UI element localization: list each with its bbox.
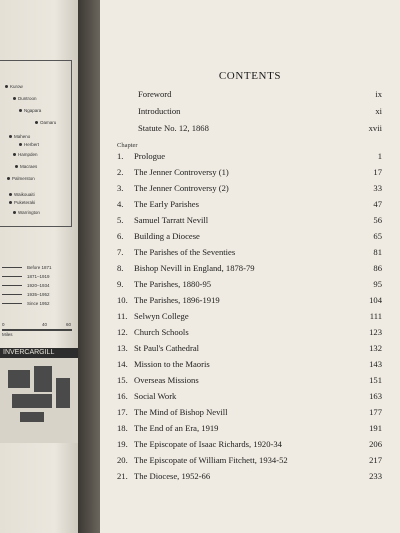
chapter-page: 81 — [373, 247, 382, 257]
invercargill-inset-map — [0, 358, 78, 443]
chapter-page: 163 — [369, 391, 382, 401]
chapter-number: 17. — [117, 407, 128, 417]
scale-label-0: 0 — [2, 322, 5, 327]
front-matter-list — [138, 89, 382, 140]
legend-line — [2, 294, 22, 295]
chapter-page: 65 — [373, 231, 382, 241]
chapter-page: 217 — [369, 455, 382, 465]
chapter-item — [117, 167, 382, 183]
chapter-heading: Chapter — [117, 142, 138, 149]
chapter-item — [117, 295, 382, 311]
town-marker — [13, 97, 16, 100]
chapter-item — [117, 199, 382, 215]
chapter-page: 17 — [373, 167, 382, 177]
chapter-title: Overseas Missions — [134, 375, 199, 385]
chapter-page: 111 — [369, 311, 382, 321]
scale-bar — [2, 329, 72, 331]
town-marker — [9, 193, 12, 196]
chapter-page: 47 — [373, 199, 382, 209]
chapter-item — [117, 471, 382, 487]
chapter-number: 20. — [117, 455, 128, 465]
town-label: Kurow — [10, 84, 23, 89]
chapter-title: Selwyn College — [134, 311, 189, 321]
legend-line — [2, 267, 22, 268]
chapter-title: The Parishes of the Seventies — [134, 247, 236, 257]
chapter-title: St Paul's Cathedral — [134, 343, 200, 353]
chapter-number: 12. — [117, 327, 128, 337]
chapter-number: 14. — [117, 359, 128, 369]
chapter-page: 191 — [369, 423, 382, 433]
chapter-title: The Diocese, 1952-66 — [134, 471, 211, 481]
town-marker — [9, 135, 12, 138]
item-title: Foreword — [138, 89, 172, 99]
chapter-item — [117, 231, 382, 247]
town-marker — [35, 121, 38, 124]
item-page: xi — [375, 106, 382, 116]
chapter-title: Mission to the Maoris — [134, 359, 210, 369]
chapter-page: 206 — [369, 439, 382, 449]
legend-label: 1935–1952 — [27, 292, 50, 297]
chapter-page: 1 — [377, 151, 382, 161]
chapter-page: 123 — [369, 327, 382, 337]
town-marker — [9, 201, 12, 204]
contents-page — [100, 0, 400, 533]
legend-item — [2, 272, 76, 281]
chapter-item — [117, 263, 382, 279]
chapter-item — [117, 375, 382, 391]
chapter-number: 5. — [117, 215, 124, 225]
chapter-item — [117, 279, 382, 295]
chapter-item — [117, 423, 382, 439]
legend-label: 1871–1919 — [27, 274, 50, 279]
town-marker — [5, 85, 8, 88]
item-title: Statute No. 12, 1868 — [138, 123, 209, 133]
chapter-number: 1. — [117, 151, 124, 161]
legend-item — [2, 263, 76, 272]
chapter-page: 233 — [369, 471, 382, 481]
front-matter-item — [138, 106, 382, 123]
town-label: Herbert — [24, 142, 40, 147]
chapter-title: Social Work — [134, 391, 177, 401]
town-label: Oamaru — [40, 120, 57, 125]
town-label: Ngapara — [24, 108, 42, 113]
chapter-title: Samuel Tarratt Nevill — [134, 215, 209, 225]
chapter-title: The Jenner Controversy (2) — [134, 183, 229, 193]
scale-unit: Miles — [2, 332, 13, 337]
chapter-title: The Parishes, 1880-95 — [134, 279, 212, 289]
chapter-number: 4. — [117, 199, 124, 209]
chapter-number: 8. — [117, 263, 124, 273]
chapter-page: 143 — [369, 359, 382, 369]
page-title: CONTENTS — [218, 70, 282, 82]
chapter-item — [117, 327, 382, 343]
legend-line — [2, 285, 22, 286]
chapter-item — [117, 343, 382, 359]
town-label: Puketeraki — [14, 200, 36, 205]
town-label: Duntroon — [18, 96, 37, 101]
chapter-number: 15. — [117, 375, 128, 385]
town-label: Hampden — [18, 152, 38, 157]
front-matter-item — [138, 89, 382, 106]
chapter-number: 9. — [117, 279, 124, 289]
chapter-title: The Mind of Bishop Nevill — [134, 407, 228, 417]
item-page: xvii — [368, 123, 382, 133]
legend-line — [2, 276, 22, 277]
item-page: ix — [375, 89, 382, 99]
town-label: Maheno — [14, 134, 31, 139]
inset-title: INVERCARGILL — [0, 348, 78, 358]
map-legend — [2, 263, 76, 308]
chapter-number: 2. — [117, 167, 124, 177]
chapter-page: 56 — [373, 215, 382, 225]
chapter-page: 132 — [369, 343, 382, 353]
chapter-item — [117, 247, 382, 263]
chapter-number: 3. — [117, 183, 124, 193]
chapter-title: The Episcopate of William Fitchett, 1934-52 — [134, 455, 288, 465]
chapter-title: Bishop Nevill in England, 1878-79 — [134, 263, 255, 273]
legend-label: Since 1952 — [27, 301, 50, 306]
chapter-item — [117, 183, 382, 199]
town-label: Palmerston — [12, 176, 35, 181]
legend-item — [2, 281, 76, 290]
town-label: Waikouaiti — [14, 192, 35, 197]
item-title: Introduction — [138, 106, 181, 116]
chapter-item — [117, 439, 382, 455]
chapter-number: 18. — [117, 423, 128, 433]
chapter-title: The Early Parishes — [134, 199, 199, 209]
scale-label-40: 40 — [42, 322, 48, 327]
chapter-item — [117, 311, 382, 327]
town-label: Warrington — [18, 210, 40, 215]
chapter-number: 21. — [117, 471, 128, 481]
book-gutter — [78, 0, 100, 533]
legend-label: 1920–1934 — [27, 283, 50, 288]
chapter-title: The End of an Era, 1919 — [134, 423, 219, 433]
town-marker — [19, 109, 22, 112]
town-label: Macraes — [20, 164, 38, 169]
scale-label-60: 60 — [66, 322, 72, 327]
map-scale — [2, 322, 76, 338]
town-marker — [13, 211, 16, 214]
chapter-page: 86 — [373, 263, 382, 273]
chapter-item — [117, 407, 382, 423]
town-marker — [13, 153, 16, 156]
chapter-number: 7. — [117, 247, 124, 257]
chapter-title: The Episcopate of Isaac Richards, 1920-34 — [134, 439, 282, 449]
chapter-page: 104 — [369, 295, 382, 305]
front-matter-item — [138, 123, 382, 140]
chapter-page: 95 — [373, 279, 382, 289]
chapter-item — [117, 359, 382, 375]
legend-item — [2, 299, 76, 308]
chapter-title: Building a Diocese — [134, 231, 200, 241]
chapter-number: 10. — [117, 295, 128, 305]
chapter-item — [117, 151, 382, 167]
chapter-item — [117, 391, 382, 407]
town-marker — [7, 177, 10, 180]
town-marker — [15, 165, 18, 168]
legend-item — [2, 290, 76, 299]
chapter-list — [117, 151, 382, 487]
chapter-number: 6. — [117, 231, 124, 241]
chapter-item — [117, 455, 382, 471]
chapter-title: The Jenner Controversy (1) — [134, 167, 229, 177]
chapter-title: Church Schools — [134, 327, 189, 337]
chapter-number: 13. — [117, 343, 128, 353]
chapter-number: 19. — [117, 439, 128, 449]
chapter-item — [117, 215, 382, 231]
chapter-page: 33 — [373, 183, 382, 193]
chapter-number: 16. — [117, 391, 128, 401]
legend-line — [2, 303, 22, 304]
chapter-number: 11. — [117, 311, 128, 321]
chapter-page: 151 — [369, 375, 382, 385]
chapter-title: The Parishes, 1896-1919 — [134, 295, 220, 305]
legend-label: Before 1871 — [27, 265, 52, 270]
chapter-page: 177 — [369, 407, 382, 417]
left-facing-page — [0, 0, 78, 533]
town-marker — [19, 143, 22, 146]
chapter-title: Prologue — [134, 151, 166, 161]
